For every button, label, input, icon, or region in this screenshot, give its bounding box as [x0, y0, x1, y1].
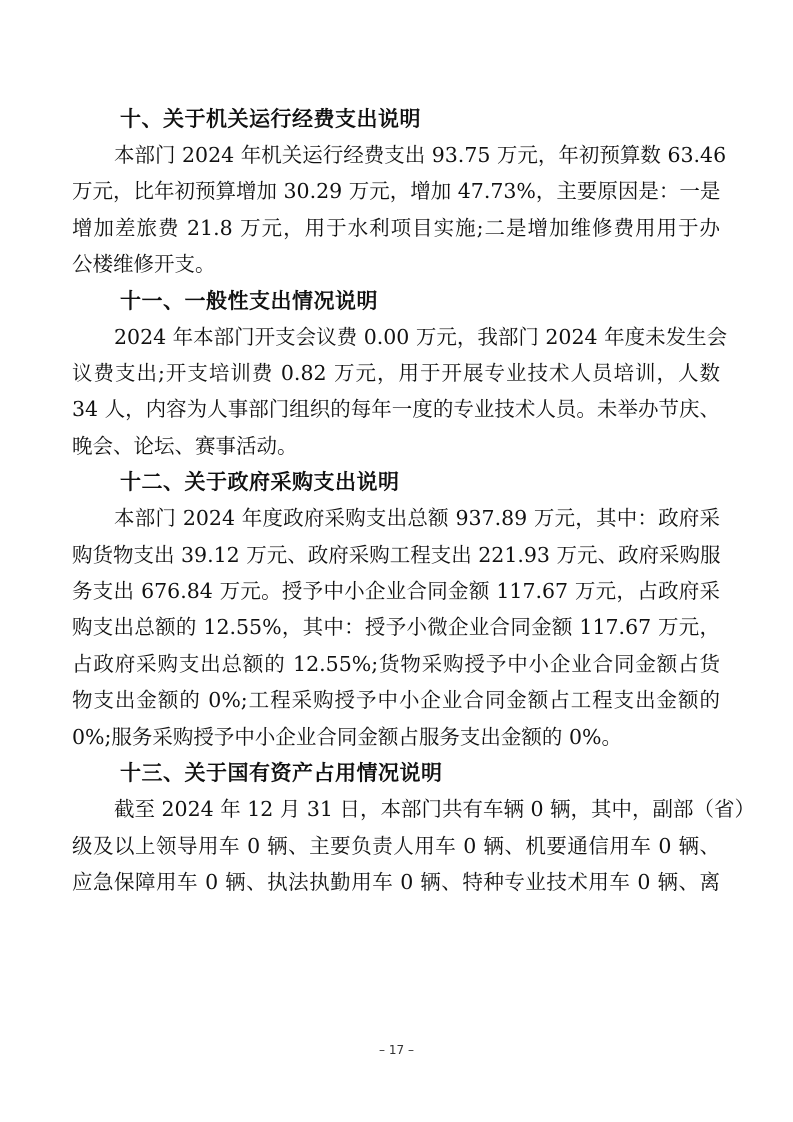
paragraph-line: 公楼维修开支。: [72, 252, 216, 277]
section-operating-expenses: [72, 101, 727, 283]
paragraph-line: 2024 年本部门开支会议费 0.00 万元，我部门 2024 年度未发生会: [114, 324, 728, 349]
section-paragraph: [72, 791, 756, 900]
paragraph-line: 晚会、论坛、赛事活动。: [72, 433, 298, 458]
section-heading: 十二、关于政府采购支出说明: [120, 470, 400, 495]
section-paragraph: [72, 137, 727, 283]
section-heading: 十一、一般性支出情况说明: [120, 288, 378, 313]
paragraph-line: 购支出总额的 12.55%，其中：授予小微企业合同金额 117.67 万元，: [72, 615, 720, 640]
paragraph-line: 0%;服务采购授予中小企业合同金额占服务支出金额的 0%。: [72, 724, 622, 749]
section-state-assets: [72, 755, 756, 900]
paragraph-line: 物支出金额的 0%;工程采购授予中小企业合同金额占工程支出金额的: [72, 688, 720, 713]
section-general-expenses: [72, 283, 728, 465]
section-paragraph: [72, 500, 720, 755]
section-government-procurement: [72, 464, 720, 755]
section-paragraph: [72, 319, 728, 465]
page-number: – 17 –: [379, 1043, 414, 1057]
paragraph-line: 增加差旅费 21.8 万元，用于水利项目实施;二是增加维修费用用于办: [72, 215, 720, 240]
section-heading: 十三、关于国有资产占用情况说明: [120, 761, 443, 786]
paragraph-line: 购货物支出 39.12 万元、政府采购工程支出 221.93 万元、政府采购服: [72, 542, 721, 567]
paragraph-line: 议费支出;开支培训费 0.82 万元，用于开展专业技术人员培训，人数: [72, 361, 720, 386]
paragraph-line: 本部门 2024 年机关运行经费支出 93.75 万元，年初预算数 63.46: [114, 143, 727, 167]
paragraph-line: 务支出 676.84 万元。授予中小企业合同金额 117.67 万元，占政府采: [72, 579, 720, 604]
paragraph-line: 34 人，内容为人事部门组织的每年一度的专业技术人员。未举办节庆、: [72, 397, 720, 422]
document-body: [72, 101, 756, 900]
paragraph-line: 占政府采购支出总额的 12.55%;货物采购授予中小企业合同金额占货: [72, 651, 720, 676]
paragraph-line: 应急保障用车 0 辆、执法执勤用车 0 辆、特种专业技术用车 0 辆、离: [72, 869, 720, 894]
section-heading: 十、关于机关运行经费支出说明: [120, 107, 421, 131]
paragraph-line: 截至 2024 年 12 月 31 日，本部门共有车辆 0 辆，其中，副部（省）: [114, 797, 756, 822]
paragraph-line: 万元，比年初预算增加 30.29 万元，增加 47.73%，主要原因是：一是: [72, 179, 721, 204]
paragraph-line: 级及以上领导用车 0 辆、主要负责人用车 0 辆、机要通信用车 0 辆、: [72, 833, 720, 858]
paragraph-line: 本部门 2024 年度政府采购支出总额 937.89 万元，其中：政府采: [114, 506, 720, 531]
